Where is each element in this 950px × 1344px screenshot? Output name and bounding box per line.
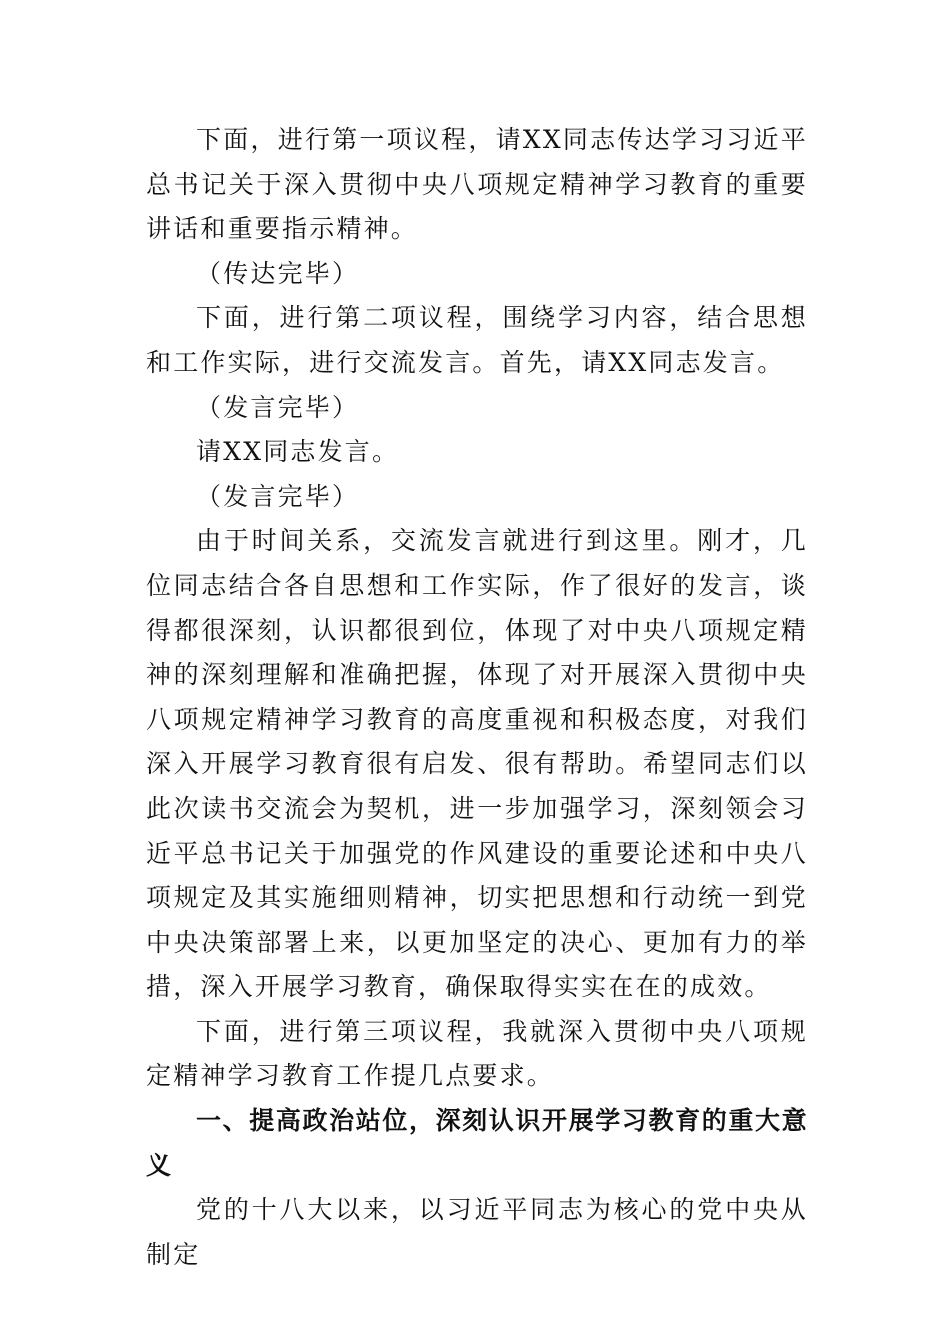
paragraph-speech-finished-note: （发言完毕） [196, 392, 360, 422]
paragraph-summary: 由于时间关系，交流发言就进行到这里。刚才，几位同志结合各自思想和工作实际，作了很好的发言，谈得都很深刻，认识都很到位，体现了对中央八项规定精神的深刻理解和准确把握，体现了对开展深入贯彻中央八项规定精神学习教育的高度重视和积极态度，对我们深入开展学习教育很有启发、很有帮助。希望同志们以此次读书交流会为契机，进一步加强学习，深刻领会习近平总书记关于加强党的作风建设的重要论述和中央八项规定及其实施细则精神，切实把思想和行动统一到党中央决策部署上来，以更加坚定的决心、更加有力的举措，深入开展学习教育，确保取得实实在在的成效。 [146, 526, 808, 1002]
paragraph-speech-finished-note: （发言完毕） [196, 481, 360, 511]
paragraph-agenda-item-1: 下面，进行第一项议程，请XX同志传达学习习近平总书记关于深入贯彻中央八项规定精神学习教育的重要讲话和重要指示精神。 [146, 125, 808, 244]
paragraph-section-body: 党的十八大以来，以习近平同志为核心的党中央从制定 [146, 1195, 808, 1269]
document-body [146, 118, 808, 1277]
paragraph-agenda-item-3: 下面，进行第三项议程，我就深入贯彻中央八项规定精神学习教育工作提几点要求。 [146, 1016, 808, 1091]
paragraph-agenda-item-2: 下面，进行第二项议程，围绕学习内容，结合思想和工作实际，进行交流发言。首先，请XX同志发言。 [146, 303, 808, 377]
paragraph-next-speaker: 请XX同志发言。 [196, 437, 400, 467]
section-heading: 一、提高政治站位，深刻认识开展学习教育的重大意义 [146, 1106, 808, 1180]
paragraph-relay-finished-note: （传达完毕） [196, 258, 360, 288]
